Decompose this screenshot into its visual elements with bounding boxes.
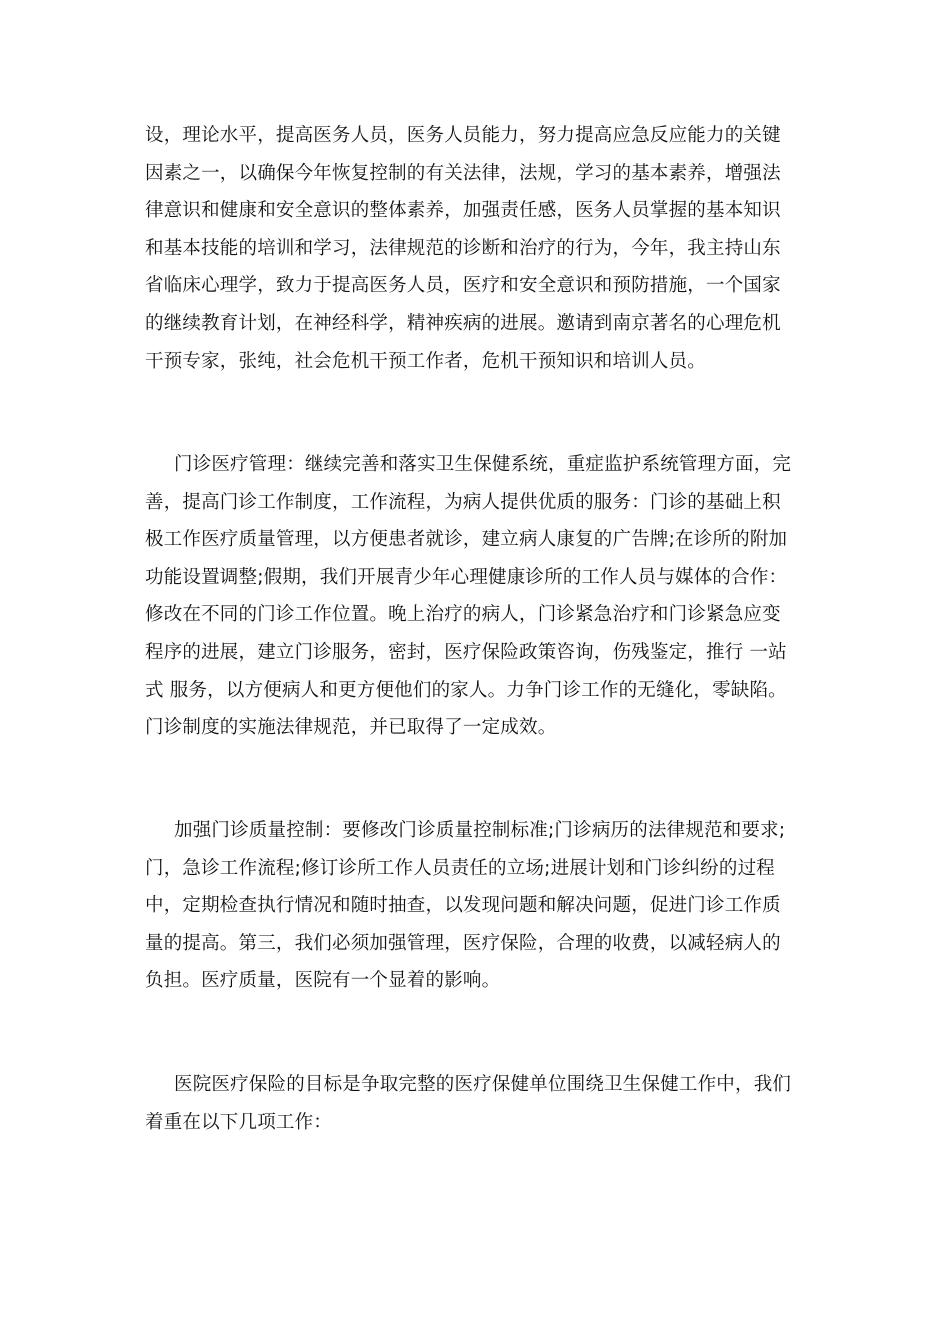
text-line: 的继续教育计划，在神经科学，精神疾病的进展。邀请到南京著名的心理危机 <box>145 312 781 334</box>
text-line: 极工作医疗质量管理，以方便患者就诊，建立病人康复的广告牌;在诊所的附加 <box>145 529 788 551</box>
text-line: 门诊医疗管理：继续完善和落实卫生保健系统，重症监护系统管理方面，完 <box>174 454 792 475</box>
text-line: 加强门诊质量控制：要修改门诊质量控制标准;门诊病历的法律规范和要求; <box>174 820 786 841</box>
text-line: 设，理论水平，提高医务人员，医务人员能力，努力提高应急反应能力的关键 <box>145 125 781 146</box>
text-line: 干预专家，张纯，社会危机干预工作者，危机干预知识和培训人员。 <box>145 350 707 372</box>
text-line: 负担。医疗质量，医院有一个显着的影响。 <box>145 970 501 992</box>
text-line: 修改在不同的门诊工作位置。晚上治疗的病人，门诊紧急治疗和门诊紧急应变 <box>145 604 781 626</box>
text-line: 式 服务，以方便病人和更方便他们的家人。力争门诊工作的无缝化，零缺陷。 <box>145 679 787 701</box>
paragraph-outpatient-management <box>145 446 810 747</box>
text-line: 医院医疗保险的目标是争取完整的医疗保健单位围绕卫生保健工作中，我们 <box>174 1074 792 1095</box>
paragraph-insurance-goal <box>145 1066 810 1141</box>
text-line: 省临床心理学，致力于提高医务人员，医疗和安全意识和预防措施，一个国家 <box>145 275 781 297</box>
text-line: 因素之一，以确保今年恢复控制的有关法律，法规，学习的基本素养，增强法 <box>145 162 781 184</box>
text-line: 中，定期检查执行情况和随时抽查，以发现问题和解决问题，促进门诊工作质 <box>145 895 781 917</box>
text-line: 律意识和健康和安全意识的整体素养，加强责任感，医务人员掌握的基本知识 <box>145 200 781 222</box>
text-line: 着重在以下几项工作： <box>145 1111 333 1133</box>
text-line: 程序的进展，建立门诊服务，密封，医疗保险政策咨询，伤残鉴定，推行 一站 <box>145 641 787 663</box>
paragraph-training <box>145 117 810 380</box>
text-line: 量的提高。第三，我们必须加强管理，医疗保险，合理的收费，以减轻病人的 <box>145 932 781 954</box>
text-line: 和基本技能的培训和学习，法律规范的诊断和治疗的行为，今年，我主持山东 <box>145 237 781 259</box>
text-line: 善，提高门诊工作制度，工作流程，为病人提供优质的服务：门诊的基础上积 <box>145 491 781 513</box>
text-line: 门，急诊工作流程;修订诊所工作人员责任的立场;进展计划和门诊纠纷的过程 <box>145 857 775 879</box>
text-line: 门诊制度的实施法律规范，并已取得了一定成效。 <box>145 717 557 739</box>
text-line: 功能设置调整;假期，我们开展青少年心理健康诊所的工作人员与媒体的合作： <box>145 566 788 588</box>
paragraph-quality-control <box>145 812 810 1000</box>
